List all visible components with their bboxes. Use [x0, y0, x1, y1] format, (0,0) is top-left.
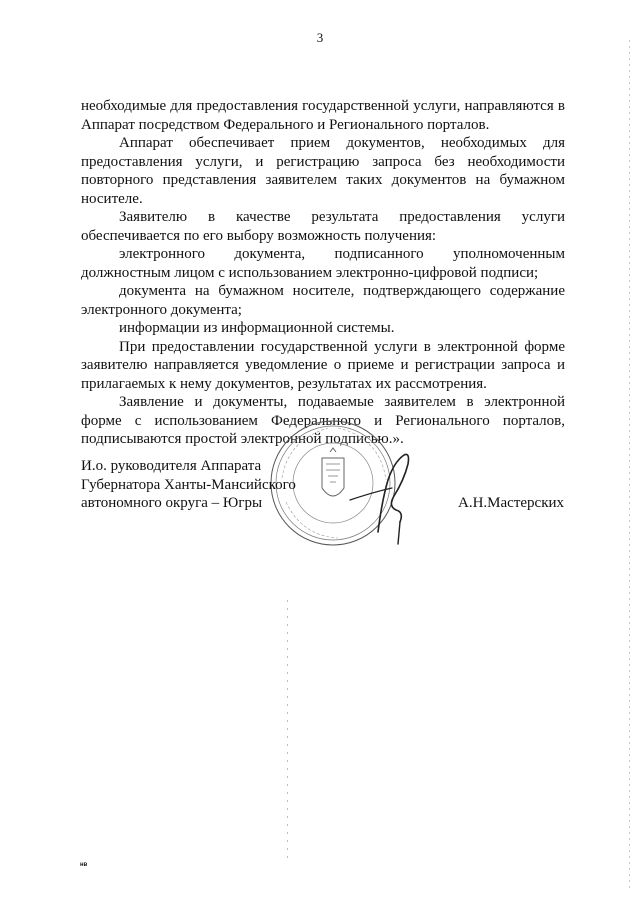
scan-fold-line — [287, 600, 288, 860]
paragraph-5: документа на бумажном носителе, подтверждающего содержание электронного документа; — [81, 283, 565, 318]
paragraph-3: Заявителю в качестве результата предоставления услуги обеспечивается по его выбору возможность получения: — [81, 209, 565, 244]
paragraph-8: Заявление и документы, подаваемые заявителем в электронной форме с использованием Федерального и Регионального порталов, подписываются простой электронной подписью.». — [81, 394, 565, 447]
signatory-title-line-3: автономного округа – Югры — [81, 495, 263, 511]
page-number: 3 — [316, 30, 324, 45]
paragraph-6: информации из информационной системы. — [119, 320, 395, 336]
handwritten-signature — [330, 440, 430, 550]
footer-mark: нв — [80, 862, 88, 868]
paragraph-2: Аппарат обеспечивает прием документов, необходимых для предоставления услуги, и регистрацию запроса без необходимости повторного представления заявителем таких документов на бумажном носителе. — [81, 135, 565, 207]
signatory-title-line-2: Губернатора Ханты-Мансийского — [81, 476, 296, 493]
scan-edge-line — [629, 40, 630, 890]
paragraph-4: электронного документа, подписанного уполномоченным должностным лицом с использованием электронно-цифровой подписи; — [81, 246, 565, 281]
signatory-name: А.Н.Мастерских — [458, 495, 565, 511]
signatory-title — [81, 457, 296, 513]
signatory-title-line-1: И.о. руководителя Аппарата — [81, 458, 262, 474]
document-body — [81, 97, 565, 449]
paragraph-1: необходимые для предоставления государственной услуги, направляются в Аппарат посредством Федерального и Регионального порталов. — [81, 98, 565, 133]
paragraph-7: При предоставлении государственной услуги в электронной форме заявителю направляется уведомление о приеме и регистрации запроса и прилагаемых к нему документов, результатах их рассмотрения. — [81, 338, 565, 392]
